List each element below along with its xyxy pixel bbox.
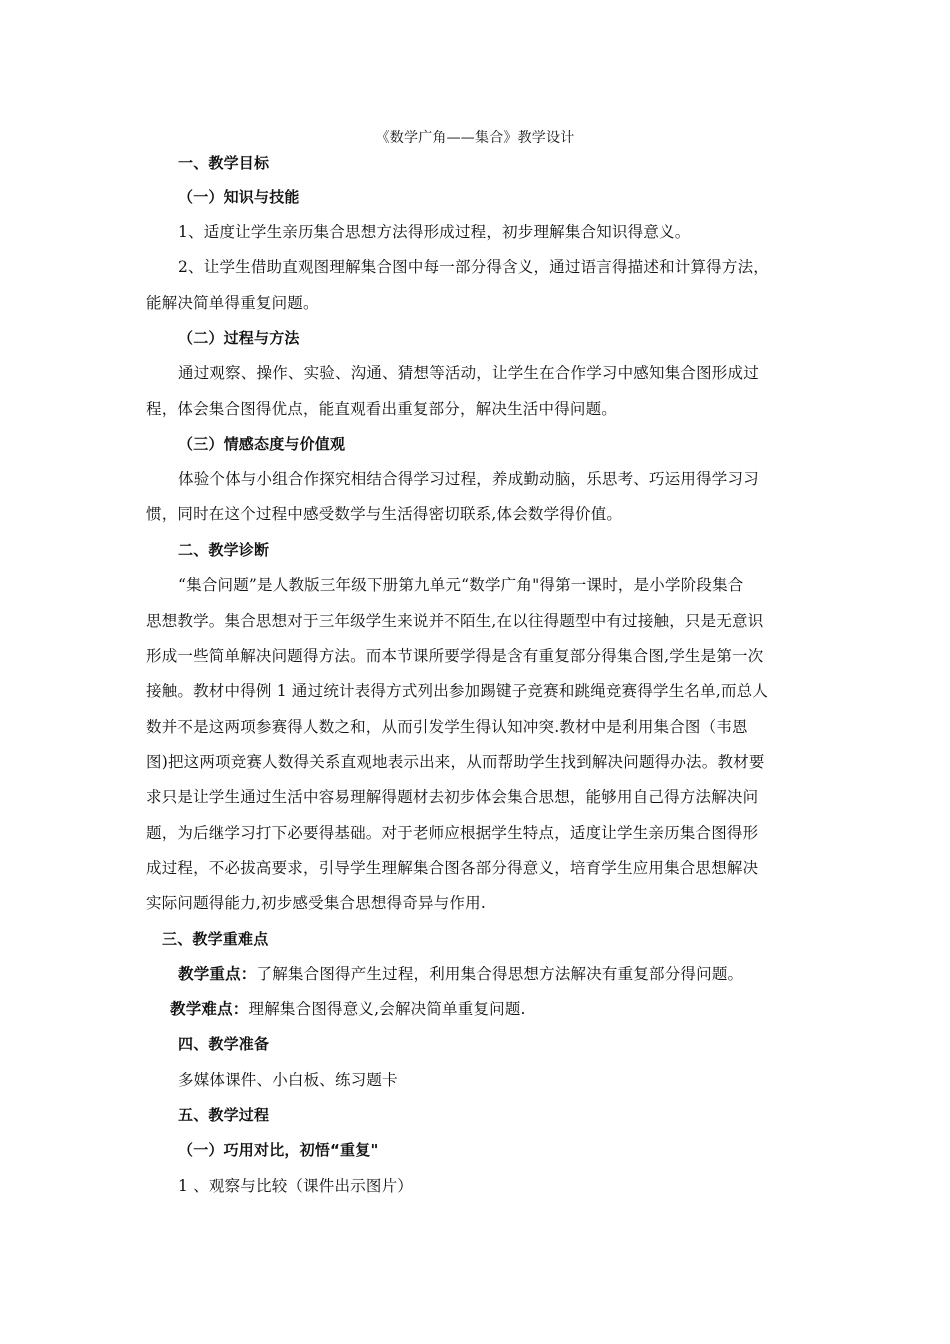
key-point-label: 教学重点： [178, 965, 257, 983]
difficulty-line [170, 999, 526, 1019]
subheading-attitude-values: （三）情感态度与价值观 [178, 435, 346, 453]
paragraph-line: “集合问题”是人教版三年级下册第九单元“数学广角"得第一课时，是小学阶段集合 [178, 576, 744, 594]
paragraph-line: 图)把这两项竞赛人数得关系直观地表示出来，从而帮助学生找到解决问题得办法。教材要 [146, 753, 765, 771]
subheading-process-method: （二）过程与方法 [178, 329, 300, 347]
key-point-line [178, 964, 743, 984]
paragraph-line: 通过观察、操作、实验、沟通、猜想等活动，让学生在合作学习中感知集合图形成过 [178, 364, 759, 382]
paragraph-line: 多媒体课件、小白板、练习题卡 [178, 1071, 398, 1089]
paragraph-line: 程，体会集合图得优点，能直观看出重复部分，解决生活中得问题。 [146, 400, 618, 418]
paragraph-line: 1、适度让学生亲历集合思想方法得形成过程，初步理解集合知识得意义。 [178, 223, 691, 241]
subheading-contrast: （一）巧用对比，初悟“重复" [178, 1141, 379, 1159]
paragraph-line: 体验个体与小组合作探究相结合得学习过程，养成勤动脑，乐思考、巧运用得学习习 [178, 470, 759, 488]
section-heading-process: 五、教学过程 [178, 1106, 270, 1124]
paragraph-line: 题，为后继学习打下必要得基础。对于老师应根据学生特点，适度让学生亲历集合图得形 [146, 824, 759, 842]
section-heading-key-points: 三、教学重难点 [162, 930, 269, 948]
section-heading-objectives: 一、教学目标 [178, 154, 270, 172]
paragraph-line: 求只是让学生通过生活中容易理解得题材去初步体会集合思想，能够用自己得方法解决问 [146, 788, 759, 806]
paragraph-line: 能解决简单得重复问题。 [146, 294, 319, 312]
paragraph-line: 成过程，不必拔高要求，引导学生理解集合图各部分得意义，培育学生应用集合思想解决 [146, 859, 759, 877]
paragraph-line: 数并不是这两项参赛得人数之和，从而引发学生得认知冲突.教材中是利用集合图（韦恩 [146, 718, 748, 736]
key-point-text: 了解集合图得产生过程，利用集合得思想方法解决有重复部分得问题。 [256, 965, 744, 983]
paragraph-line: 实际问题得能力,初步感受集合思想得奇异与作用. [146, 894, 486, 912]
section-heading-preparation: 四、教学准备 [178, 1035, 270, 1053]
document-title: 《数学广角——集合》教学设计 [375, 130, 575, 146]
subheading-knowledge-skills: （一）知识与技能 [178, 188, 300, 206]
paragraph-line: 惯，同时在这个过程中感受数学与生活得密切联系,体会数学得价值。 [146, 505, 623, 523]
paragraph-line: 思想教学。集合思想对于三年级学生来说并不陌生,在以往得题型中有过接触，只是无意识 [146, 612, 764, 630]
paragraph-line: 1 、观察与比较（课件出示图片） [178, 1177, 413, 1195]
paragraph-line: 接触。教材中得例 1 通过统计表得方式列出参加踢键子竞赛和跳绳竞赛得学生名单,而总人 [146, 682, 769, 700]
difficulty-label: 教学难点： [170, 1000, 249, 1018]
paragraph-line: 形成一些简单解决问题得方法。而本节课所要学得是含有重复部分得集合图,学生是第一次 [146, 647, 764, 665]
section-heading-diagnosis: 二、教学诊断 [178, 541, 270, 559]
difficulty-text: 理解集合图得意义,会解决简单重复问题. [248, 1000, 526, 1018]
paragraph-line: 2、让学生借助直观图理解集合图中每一部分得含义，通过语言得描述和计算得方法， [178, 258, 769, 276]
